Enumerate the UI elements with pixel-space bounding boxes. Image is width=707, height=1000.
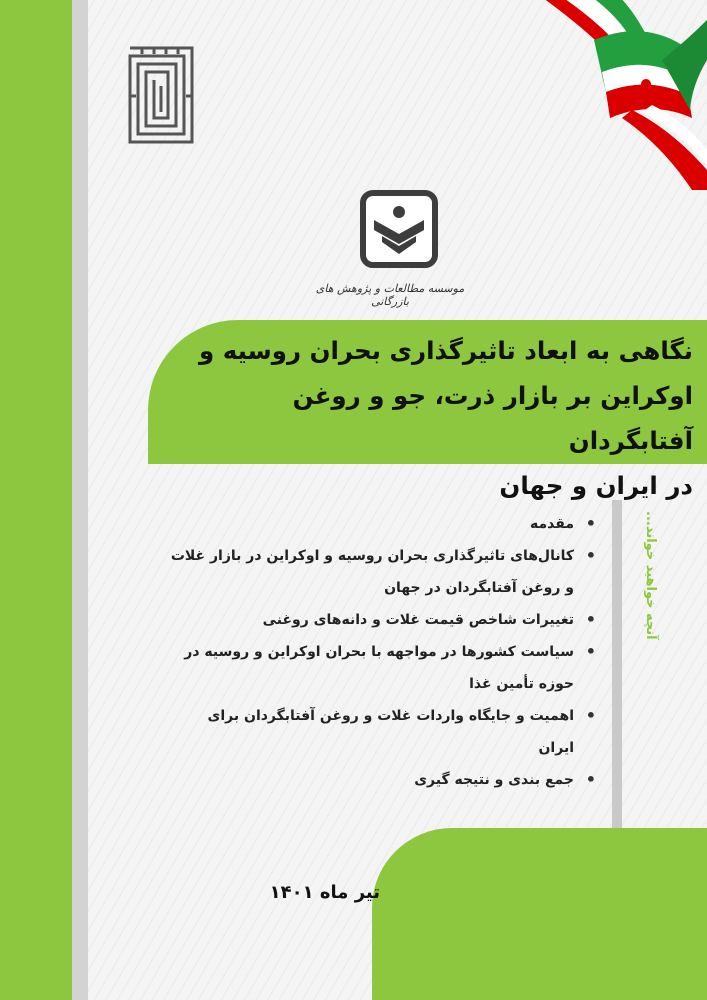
left-green-bar [0, 0, 72, 1000]
iran-flag-ribbon-icon [512, 0, 707, 190]
bottom-green-shape [372, 828, 707, 1000]
toc-item: • اهمیت و جایگاه واردات غلات و روغن آفتابگردان برای ایران [170, 700, 600, 764]
toc-item: • مقدمه [170, 508, 600, 540]
table-of-contents [170, 508, 600, 796]
report-title [173, 328, 693, 508]
left-gray-bar [72, 0, 88, 1000]
toc-item: • کانال‌های تاثیرگذاری بحران روسیه و اوکراین در بازار غلات و روغن آفتابگردان در جهان [170, 540, 600, 604]
title-line: اوکراین بر بازار ذرت، جو و روغن آفتابگردان [292, 381, 693, 455]
toc-item: • جمع بندی و نتیجه گیری [170, 764, 600, 796]
right-divider [612, 500, 622, 830]
title-line: در ایران و جهان [499, 471, 693, 500]
bismillah-calligraphy-icon [128, 46, 194, 144]
title-line: نگاهی به ابعاد تاثیرگذاری بحران روسیه و [199, 336, 693, 365]
toc-item: • سیاست کشورها در مواجهه با بحران اوکراین و روسیه در حوزه تأمین غذا [170, 636, 600, 700]
title-panel [148, 320, 707, 500]
toc-item: • تغییرات شاخص قیمت غلات و دانه‌های روغنی [170, 604, 600, 636]
contents-caption: آنچه خواهید خواند... [643, 510, 658, 640]
institute-logo-icon [360, 190, 438, 268]
publication-date: تیر ماه ۱۴۰۱ [269, 882, 380, 903]
organization-name: موسسه مطالعات و پژوهش های بازرگانی [315, 282, 465, 308]
